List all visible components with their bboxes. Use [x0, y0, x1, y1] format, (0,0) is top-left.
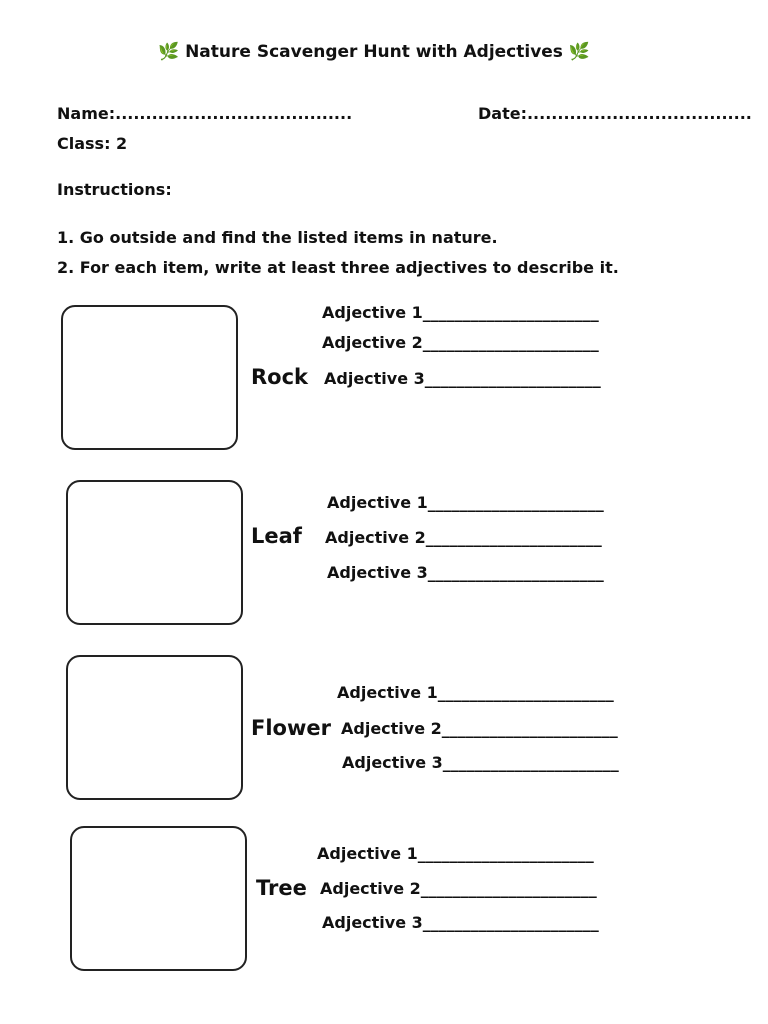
title-text: Nature Scavenger Hunt with Adjectives [185, 42, 563, 62]
drawing-box-rock[interactable] [61, 305, 238, 450]
adjective-line[interactable]: Adjective 3______________________ [324, 369, 601, 388]
item-label-rock: Rock [251, 365, 309, 389]
adjective-line[interactable]: Adjective 3______________________ [322, 913, 599, 932]
adjective-line[interactable]: Adjective 1______________________ [327, 493, 604, 512]
drawing-box-tree[interactable] [70, 826, 247, 971]
instruction-step: 2. For each item, write at least three adjectives to describe it. [57, 258, 619, 277]
leaf-icon: 🌿 [157, 42, 180, 62]
adjective-line[interactable]: Adjective 1______________________ [337, 683, 614, 702]
adjective-line[interactable]: Adjective 3______________________ [327, 563, 604, 582]
leaf-icon: 🌿 [568, 42, 591, 62]
adjective-line[interactable]: Adjective 1______________________ [317, 844, 594, 863]
class-label: Class: 2 [57, 134, 128, 153]
adjective-line[interactable]: Adjective 1______________________ [322, 303, 599, 322]
date-field[interactable]: Date:..................................... [478, 104, 752, 123]
adjective-line[interactable]: Adjective 2______________________ [325, 528, 602, 547]
adjective-line[interactable]: Adjective 2______________________ [322, 333, 599, 352]
item-label-leaf: Leaf [251, 524, 302, 548]
instructions-heading: Instructions: [57, 180, 172, 199]
adjective-line[interactable]: Adjective 2______________________ [320, 879, 597, 898]
adjective-line[interactable]: Adjective 3______________________ [342, 753, 619, 772]
drawing-box-flower[interactable] [66, 655, 243, 800]
item-label-flower: Flower [251, 716, 331, 740]
adjective-line[interactable]: Adjective 2______________________ [341, 719, 618, 738]
name-field[interactable]: Name:....................................... [57, 104, 353, 123]
instruction-step: 1. Go outside and find the listed items in nature. [57, 228, 498, 247]
item-label-tree: Tree [256, 876, 307, 900]
drawing-box-leaf[interactable] [66, 480, 243, 625]
worksheet-title [0, 42, 748, 62]
